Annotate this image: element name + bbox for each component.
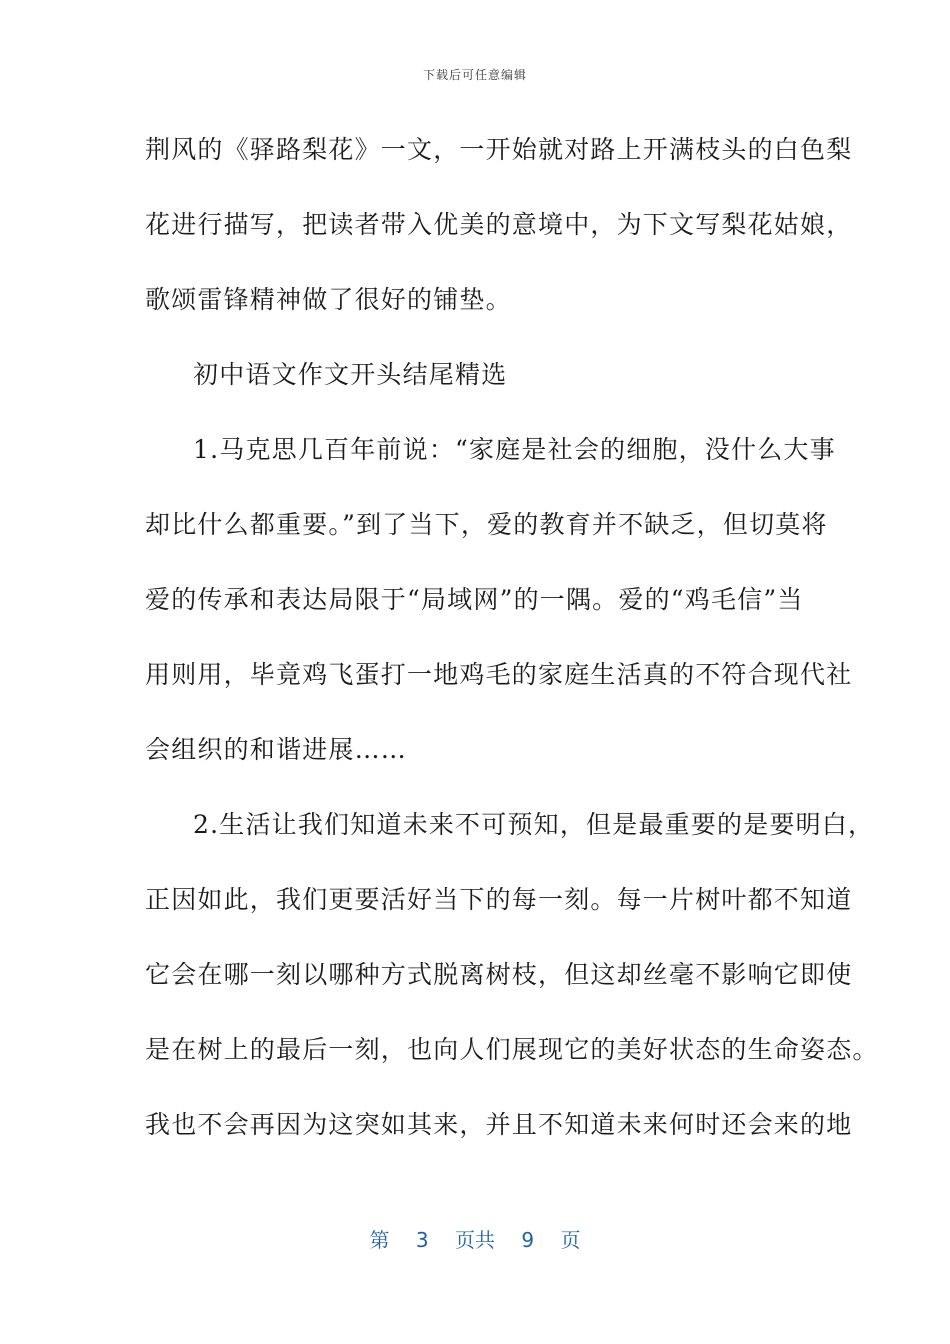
- text-line: 却比什么都重要。”到了当下，爱的教育并不缺乏，但切莫将: [145, 510, 828, 539]
- total-page-number: 9: [521, 1228, 535, 1252]
- text-line: 歌颂雷锋精神做了很好的铺垫。: [145, 285, 512, 314]
- text-line: 是在树上的最后一刻，也向人们展现它的美好状态的生命姿态。: [145, 1035, 879, 1064]
- text-line: 它会在哪一刻以哪种方式脱离树枝，但这却丝毫不影响它即使: [145, 960, 853, 989]
- page-header-note: 下载后可任意编辑: [422, 68, 527, 82]
- page-number-footer: [0, 1224, 950, 1253]
- text-line: 爱的传承和表达局限于“局域网”的一隅。爱的“鸡毛信”当: [145, 585, 804, 614]
- text-line: 我也不会再因为这突如其来，并且不知道未来何时还会来的地: [145, 1110, 853, 1139]
- text-line: 2.生活让我们知道未来不可预知，但是最重要的是要明白，: [193, 810, 875, 839]
- current-page-number: 3: [415, 1228, 429, 1252]
- footer-label-di: 第: [369, 1228, 390, 1252]
- footer-label-ye-gong: 页共: [455, 1228, 495, 1252]
- text-line: 正因如此，我们更要活好当下的每一刻。每一片树叶都不知道: [145, 885, 853, 914]
- section-heading: 初中语文作文开头结尾精选: [193, 360, 508, 389]
- document-body: [145, 112, 879, 1162]
- text-line: 荆风的《驿路梨花》一文，一开始就对路上开满枝头的白色梨: [145, 135, 853, 164]
- text-line: 1.马克思几百年前说：“家庭是社会的细胞，没什么大事: [193, 435, 836, 464]
- text-line: 用则用，毕竟鸡飞蛋打一地鸡毛的家庭生活真的不符合现代社: [145, 660, 853, 689]
- text-line: 会组织的和谐进展……: [145, 735, 408, 764]
- footer-label-ye: 页: [560, 1228, 581, 1252]
- text-line: 花进行描写，把读者带入优美的意境中，为下文写梨花姑娘，: [145, 210, 853, 239]
